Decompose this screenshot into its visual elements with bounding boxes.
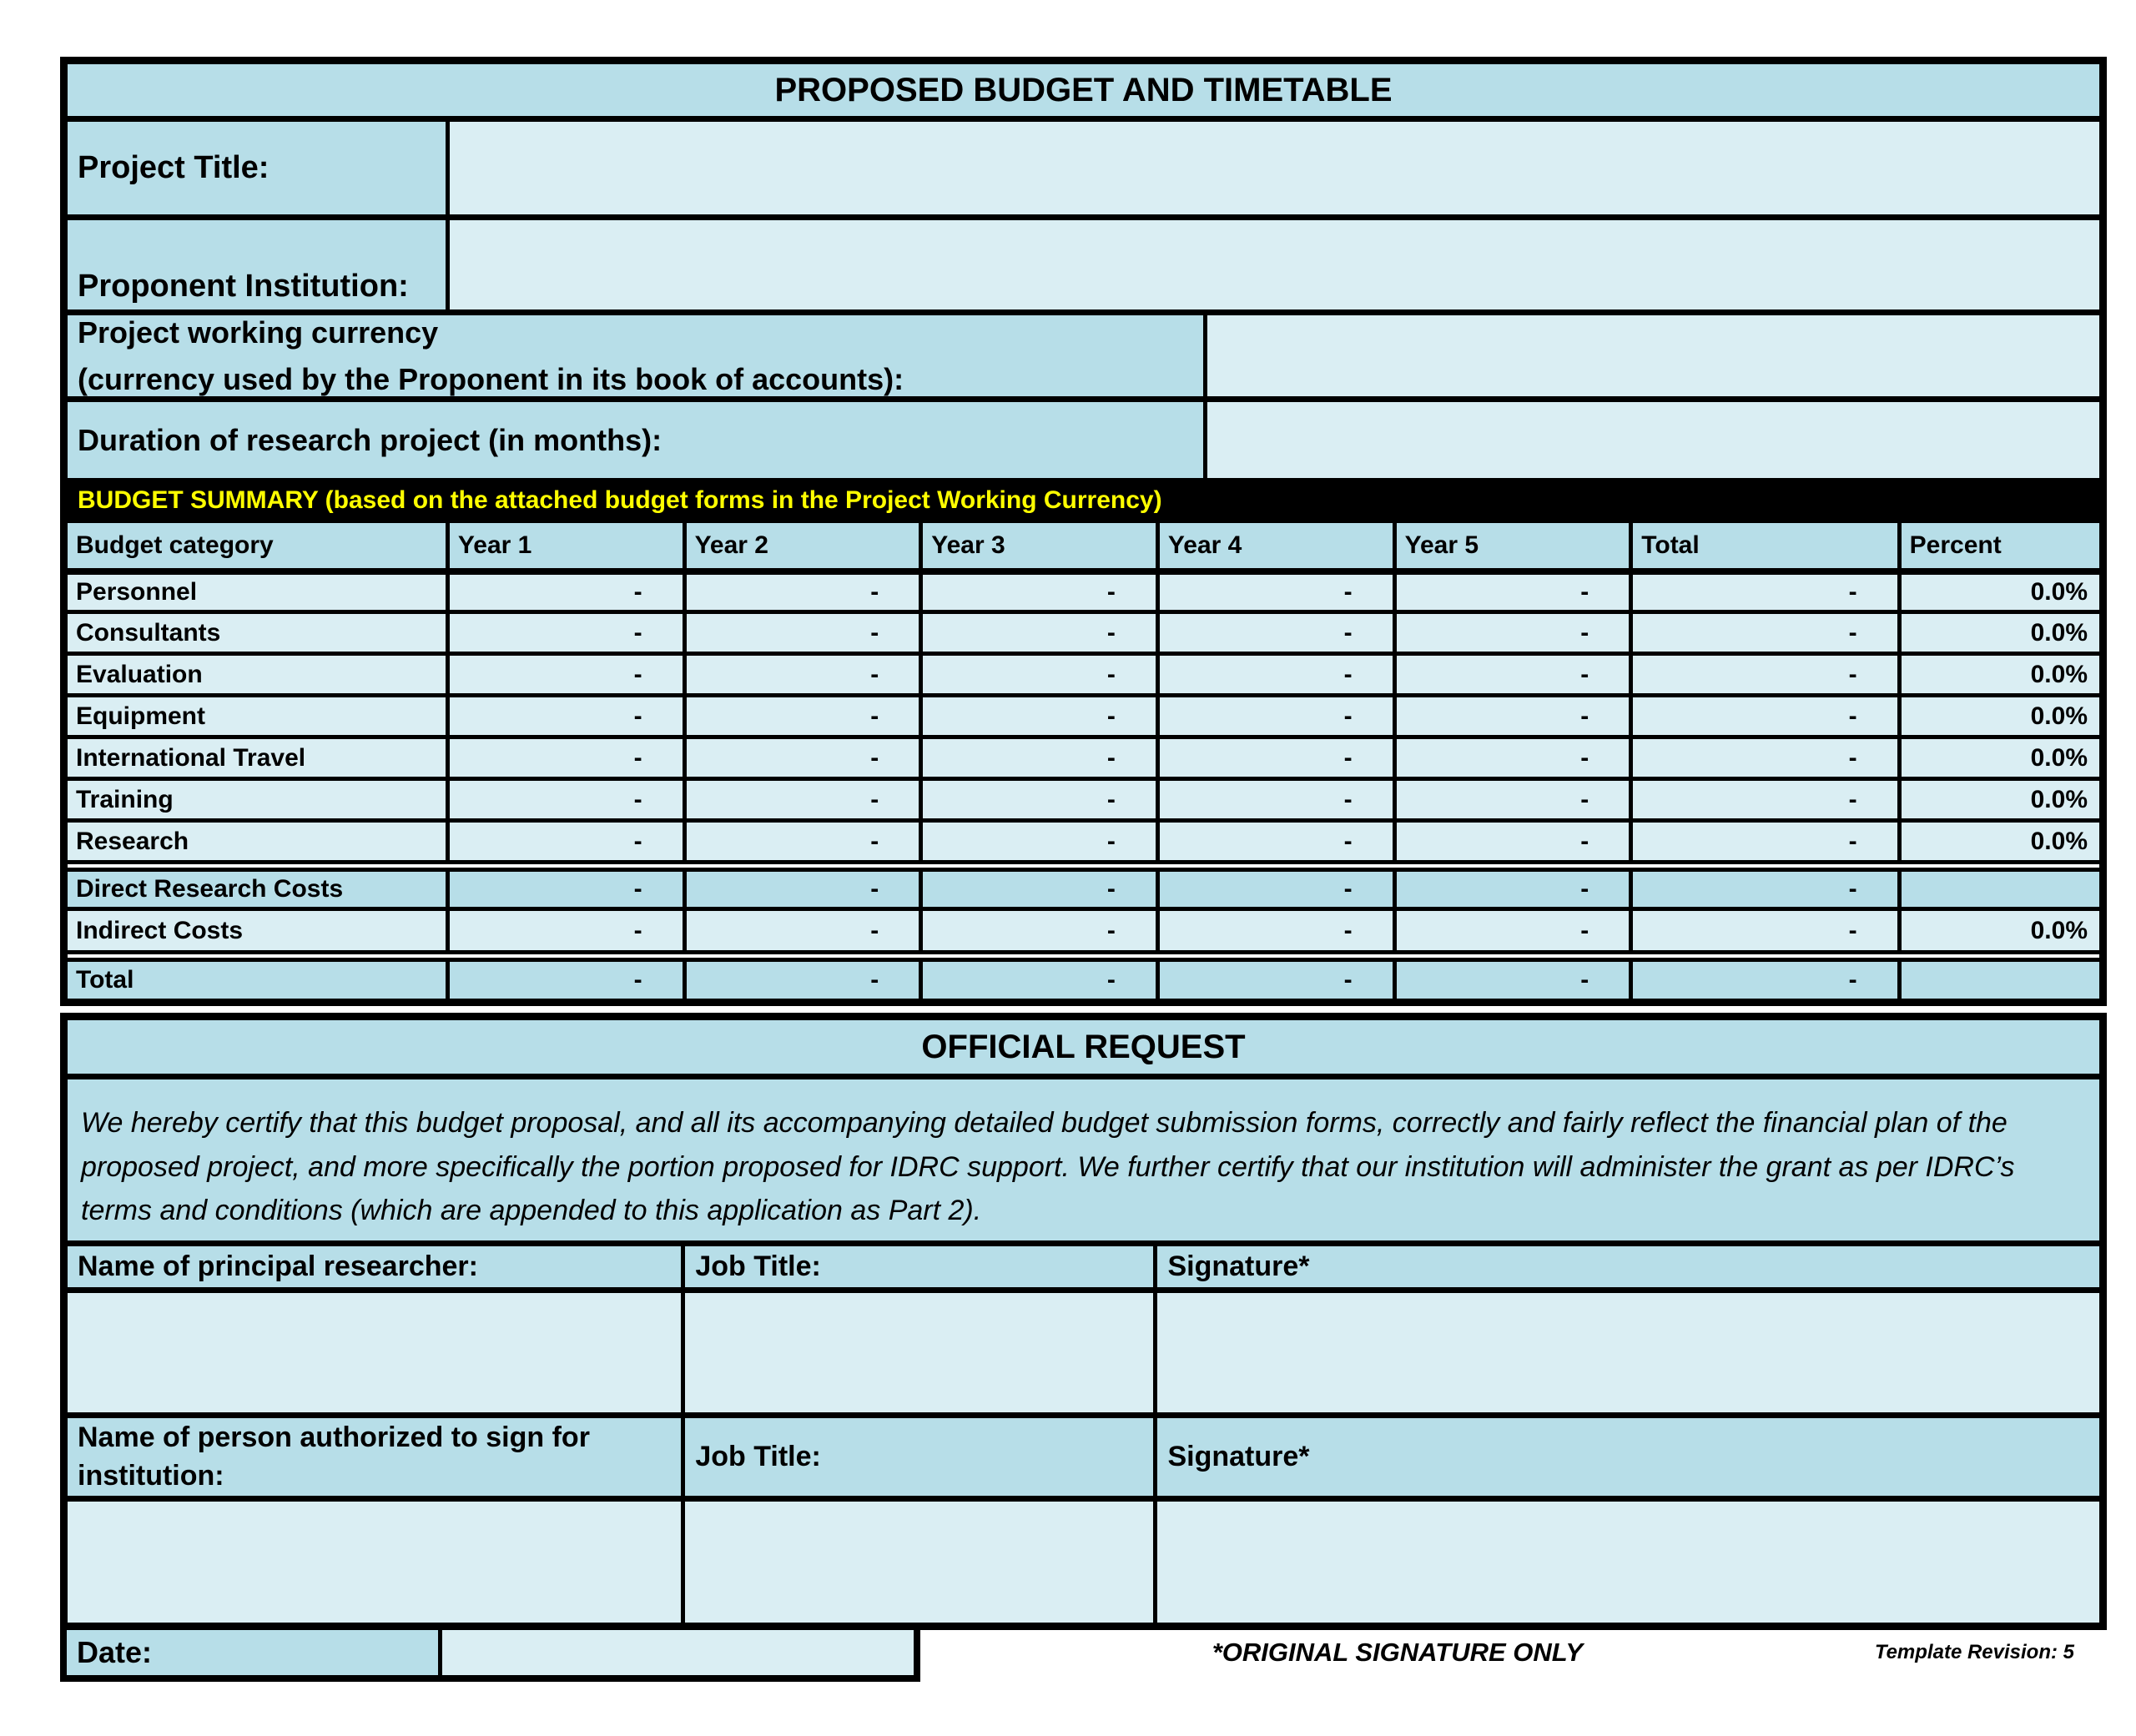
- budget-row-consultants: [68, 610, 2099, 652]
- percent-cell: 0.0%: [1897, 911, 2099, 950]
- signature-note-wrap: [920, 1638, 1875, 1668]
- budget-row-research: [68, 818, 2099, 860]
- authorized-signature-field[interactable]: [1153, 1502, 2099, 1623]
- col-header-year-4: Year 4: [1156, 523, 1393, 568]
- page-title: PROPOSED BUDGET AND TIMETABLE: [68, 64, 2099, 116]
- year1-cell: -: [446, 781, 683, 818]
- year2-cell: -: [683, 823, 919, 860]
- percent-cell: [1897, 962, 2099, 999]
- total-cell: -: [1629, 656, 1897, 693]
- year1-cell: -: [446, 962, 683, 999]
- year5-cell: -: [1393, 823, 1630, 860]
- year4-cell: -: [1156, 872, 1393, 907]
- col-header-budget-category: Budget category: [68, 523, 446, 568]
- project-title-row: [68, 116, 2099, 214]
- official-request-section: [60, 1013, 2107, 1630]
- working-currency-input[interactable]: [1203, 315, 2099, 396]
- year4-cell: -: [1156, 575, 1393, 610]
- category-cell: Research: [68, 823, 446, 860]
- year1-cell: -: [446, 656, 683, 693]
- year2-cell: -: [683, 739, 919, 777]
- year2-cell: -: [683, 575, 919, 610]
- total-cell: -: [1629, 614, 1897, 652]
- budget-summary-band: BUDGET SUMMARY (based on the attached budget forms in the Project Working Currency): [68, 478, 2099, 523]
- principal-job-title-label: Job Title:: [681, 1246, 1153, 1287]
- budget-table: [60, 57, 2107, 1006]
- certification-row: [68, 1074, 2099, 1240]
- col-header-year-3: Year 3: [919, 523, 1156, 568]
- working-currency-label-line2: (currency used by the Proponent in its book of accounts):: [78, 361, 904, 396]
- budget-row-evaluation: [68, 652, 2099, 693]
- year3-cell: -: [919, 872, 1156, 907]
- year5-cell: -: [1393, 739, 1630, 777]
- total-cell: -: [1629, 962, 1897, 999]
- year3-cell: -: [919, 739, 1156, 777]
- percent-cell: 0.0%: [1897, 656, 2099, 693]
- year5-cell: -: [1393, 872, 1630, 907]
- year3-cell: -: [919, 911, 1156, 950]
- authorized-job-title-label: Job Title:: [681, 1418, 1153, 1496]
- year4-cell: -: [1156, 823, 1393, 860]
- col-header-total: Total: [1629, 523, 1897, 568]
- principal-name-input[interactable]: [68, 1293, 681, 1412]
- col-header-year-5: Year 5: [1393, 523, 1630, 568]
- budget-row-total: [68, 950, 2099, 999]
- percent-cell: 0.0%: [1897, 697, 2099, 735]
- col-header-year-1: Year 1: [446, 523, 683, 568]
- year1-cell: -: [446, 823, 683, 860]
- year2-cell: -: [683, 781, 919, 818]
- percent-cell: 0.0%: [1897, 781, 2099, 818]
- project-title-input[interactable]: [446, 122, 2099, 214]
- date-input[interactable]: [438, 1630, 914, 1675]
- year4-cell: -: [1156, 739, 1393, 777]
- budget-row-equipment: [68, 693, 2099, 735]
- date-label: Date:: [67, 1630, 438, 1675]
- principal-signature-field[interactable]: [1153, 1293, 2099, 1412]
- category-cell: International Travel: [68, 739, 446, 777]
- budget-row-indirect-costs: [68, 907, 2099, 950]
- year5-cell: -: [1393, 697, 1630, 735]
- authorized-name-input[interactable]: [68, 1502, 681, 1623]
- year2-cell: -: [683, 911, 919, 950]
- year2-cell: -: [683, 962, 919, 999]
- year3-cell: -: [919, 697, 1156, 735]
- principal-signature-label: Signature*: [1153, 1246, 2099, 1287]
- col-header-year-2: Year 2: [683, 523, 919, 568]
- year3-cell: -: [919, 781, 1156, 818]
- principal-name-label: Name of principal researcher:: [68, 1246, 681, 1287]
- year4-cell: -: [1156, 697, 1393, 735]
- total-cell: -: [1629, 575, 1897, 610]
- duration-label: Duration of research project (in months):: [68, 402, 1203, 478]
- year2-cell: -: [683, 656, 919, 693]
- year3-cell: -: [919, 575, 1156, 610]
- col-header-percent: Percent: [1897, 523, 2099, 568]
- year4-cell: -: [1156, 781, 1393, 818]
- official-request-title-row: [68, 1020, 2099, 1074]
- percent-cell: 0.0%: [1897, 823, 2099, 860]
- year3-cell: -: [919, 962, 1156, 999]
- category-cell: Consultants: [68, 614, 446, 652]
- year5-cell: -: [1393, 614, 1630, 652]
- year3-cell: -: [919, 614, 1156, 652]
- project-title-label: Project Title:: [68, 122, 446, 214]
- total-cell: -: [1629, 872, 1897, 907]
- official-request-title: OFFICIAL REQUEST: [68, 1020, 2099, 1074]
- proponent-institution-input[interactable]: [446, 220, 2099, 309]
- budget-row-international-travel: [68, 735, 2099, 777]
- year4-cell: -: [1156, 911, 1393, 950]
- working-currency-label-line1: Project working currency: [78, 315, 439, 350]
- authorized-signer-header-row: [68, 1412, 2099, 1496]
- year3-cell: -: [919, 656, 1156, 693]
- percent-cell: 0.0%: [1897, 739, 2099, 777]
- certification-text: We hereby certify that this budget proposal, and all its accompanying detailed budget submission forms, correctly and fairly reflect the financial plan of the proposed project, and more specifically the portion proposed for IDRC support. We further certify that our institution will administer the grant as per IDRC’s terms and conditions (which are appended to this application as Part 2).: [68, 1079, 2099, 1240]
- total-cell: -: [1629, 823, 1897, 860]
- category-cell: Indirect Costs: [68, 911, 446, 950]
- original-signature-note: *ORIGINAL SIGNATURE ONLY: [1212, 1638, 1584, 1667]
- budget-row-direct-research-costs: [68, 860, 2099, 907]
- principal-researcher-entry-row: [68, 1287, 2099, 1412]
- category-cell: Total: [68, 962, 446, 999]
- working-currency-row: [68, 309, 2099, 396]
- proponent-institution-label: Proponent Institution:: [68, 220, 446, 309]
- duration-row: [68, 396, 2099, 478]
- year5-cell: -: [1393, 656, 1630, 693]
- year5-cell: -: [1393, 962, 1630, 999]
- table-title-row: [68, 64, 2099, 116]
- year2-cell: -: [683, 614, 919, 652]
- year1-cell: -: [446, 911, 683, 950]
- year2-cell: -: [683, 872, 919, 907]
- category-cell: Equipment: [68, 697, 446, 735]
- year5-cell: -: [1393, 911, 1630, 950]
- year4-cell: -: [1156, 962, 1393, 999]
- footer-strip: [60, 1623, 2078, 1682]
- proponent-institution-row: [68, 214, 2099, 309]
- percent-cell: 0.0%: [1897, 614, 2099, 652]
- category-cell: Training: [68, 781, 446, 818]
- budget-row-training: [68, 777, 2099, 818]
- category-cell: Personnel: [68, 575, 446, 610]
- budget-row-personnel: [68, 568, 2099, 610]
- year2-cell: -: [683, 697, 919, 735]
- year1-cell: -: [446, 872, 683, 907]
- principal-researcher-header-row: [68, 1240, 2099, 1287]
- category-cell: Direct Research Costs: [68, 872, 446, 907]
- year4-cell: -: [1156, 656, 1393, 693]
- percent-cell: 0.0%: [1897, 575, 2099, 610]
- authorized-signature-label: Signature*: [1153, 1418, 2099, 1496]
- year1-cell: -: [446, 614, 683, 652]
- date-row: [60, 1623, 920, 1682]
- percent-cell: [1897, 872, 2099, 907]
- authorized-job-title-input[interactable]: [681, 1502, 1153, 1623]
- year3-cell: -: [919, 823, 1156, 860]
- year5-cell: -: [1393, 575, 1630, 610]
- authorized-name-label: Name of person authorized to sign for institution:: [68, 1418, 681, 1496]
- duration-input[interactable]: [1203, 402, 2099, 478]
- total-cell: -: [1629, 781, 1897, 818]
- total-cell: -: [1629, 911, 1897, 950]
- total-cell: -: [1629, 739, 1897, 777]
- year4-cell: -: [1156, 614, 1393, 652]
- year5-cell: -: [1393, 781, 1630, 818]
- template-revision: Template Revision: 5: [1874, 1641, 2074, 1663]
- working-currency-label: [68, 315, 1203, 396]
- category-cell: Evaluation: [68, 656, 446, 693]
- budget-header-row: [68, 523, 2099, 568]
- year1-cell: -: [446, 697, 683, 735]
- total-cell: -: [1629, 697, 1897, 735]
- year1-cell: -: [446, 575, 683, 610]
- principal-job-title-input[interactable]: [681, 1293, 1153, 1412]
- year1-cell: -: [446, 739, 683, 777]
- authorized-signer-entry-row: [68, 1496, 2099, 1623]
